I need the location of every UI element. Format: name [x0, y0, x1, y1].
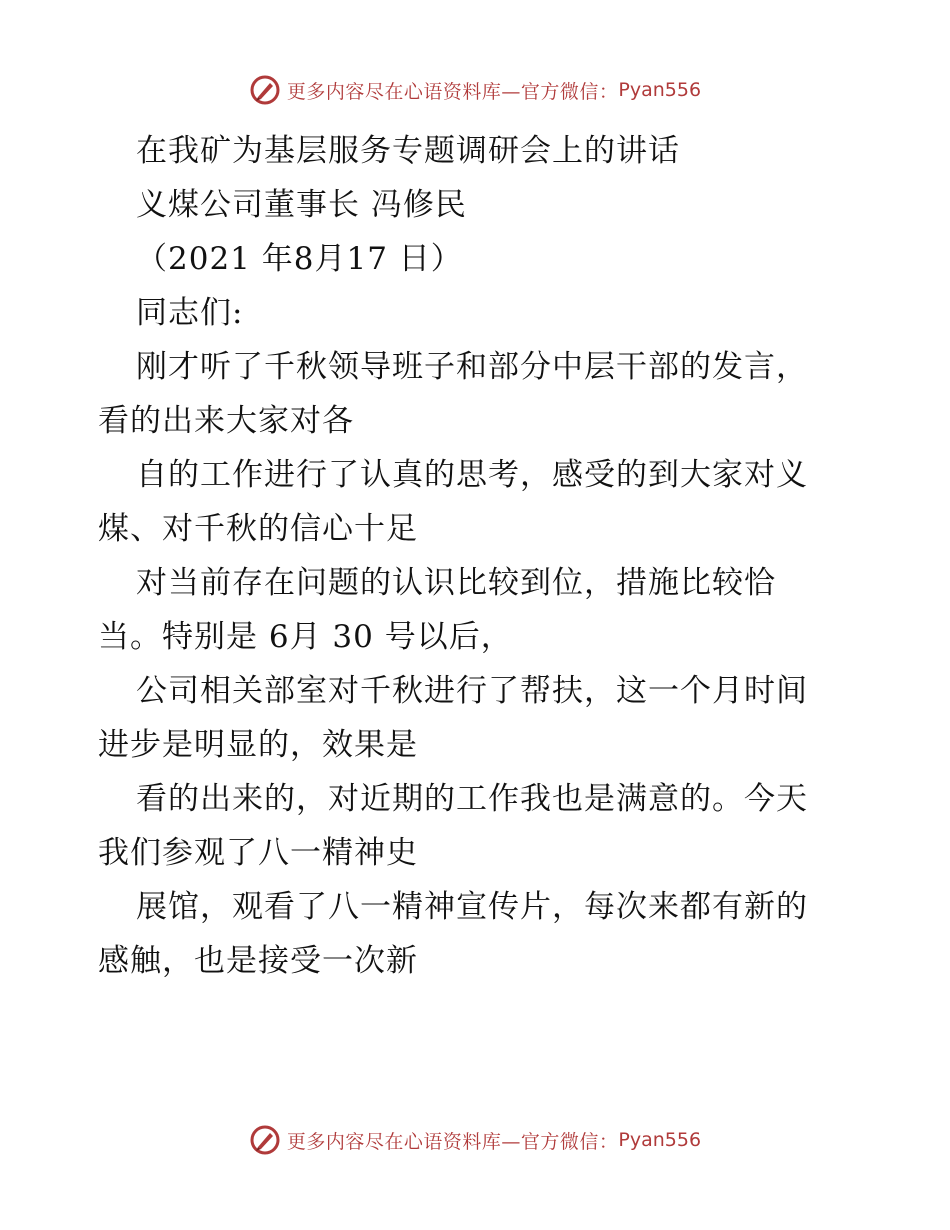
- paragraph-line: 进步是明显的，效果是: [98, 727, 418, 763]
- paragraph-line: 自的工作进行了认真的思考，感受的到大家对义: [136, 457, 808, 493]
- salutation: 同志们:: [136, 295, 244, 331]
- footer-banner: [0, 1120, 950, 1160]
- paragraph-line: 当。特别是 6月 30 号以后，: [98, 619, 513, 655]
- paragraph-line: 感触，也是接受一次新: [98, 943, 418, 979]
- paragraph-line: 对当前存在问题的认识比较到位，措施比较恰: [136, 565, 776, 601]
- date-line: （2021 年8月17 日）: [136, 241, 463, 277]
- paragraph-line: 煤、对千秋的信心十足: [98, 511, 418, 547]
- banner-wechat-id: Pyan556: [618, 1129, 702, 1151]
- paragraph-line: 看的出来大家对各: [98, 403, 354, 439]
- document-title: 在我矿为基层服务专题调研会上的讲话: [136, 133, 680, 169]
- banner-text: 更多内容尽在心语资料库—官方微信：: [286, 1130, 619, 1153]
- paragraph-line: 公司相关部室对千秋进行了帮扶，这一个月时间: [136, 673, 808, 709]
- speaker-line: 义煤公司董事长 冯修民: [136, 187, 467, 223]
- document-body: [0, 124, 950, 988]
- banner-wechat-id: Pyan556: [618, 79, 702, 101]
- paragraph-line: 刚才听了千秋领导班子和部分中层干部的发言，: [136, 349, 808, 385]
- paragraph-line: 我们参观了八一精神史: [98, 835, 418, 871]
- header-banner: [0, 70, 950, 110]
- pen-logo-icon: [249, 1124, 281, 1156]
- banner-text: 更多内容尽在心语资料库—官方微信：: [286, 80, 619, 103]
- paragraph-line: 看的出来的，对近期的工作我也是满意的。今天: [136, 781, 808, 817]
- paragraph-line: 展馆，观看了八一精神宣传片，每次来都有新的: [136, 889, 808, 925]
- pen-logo-icon: [249, 74, 281, 106]
